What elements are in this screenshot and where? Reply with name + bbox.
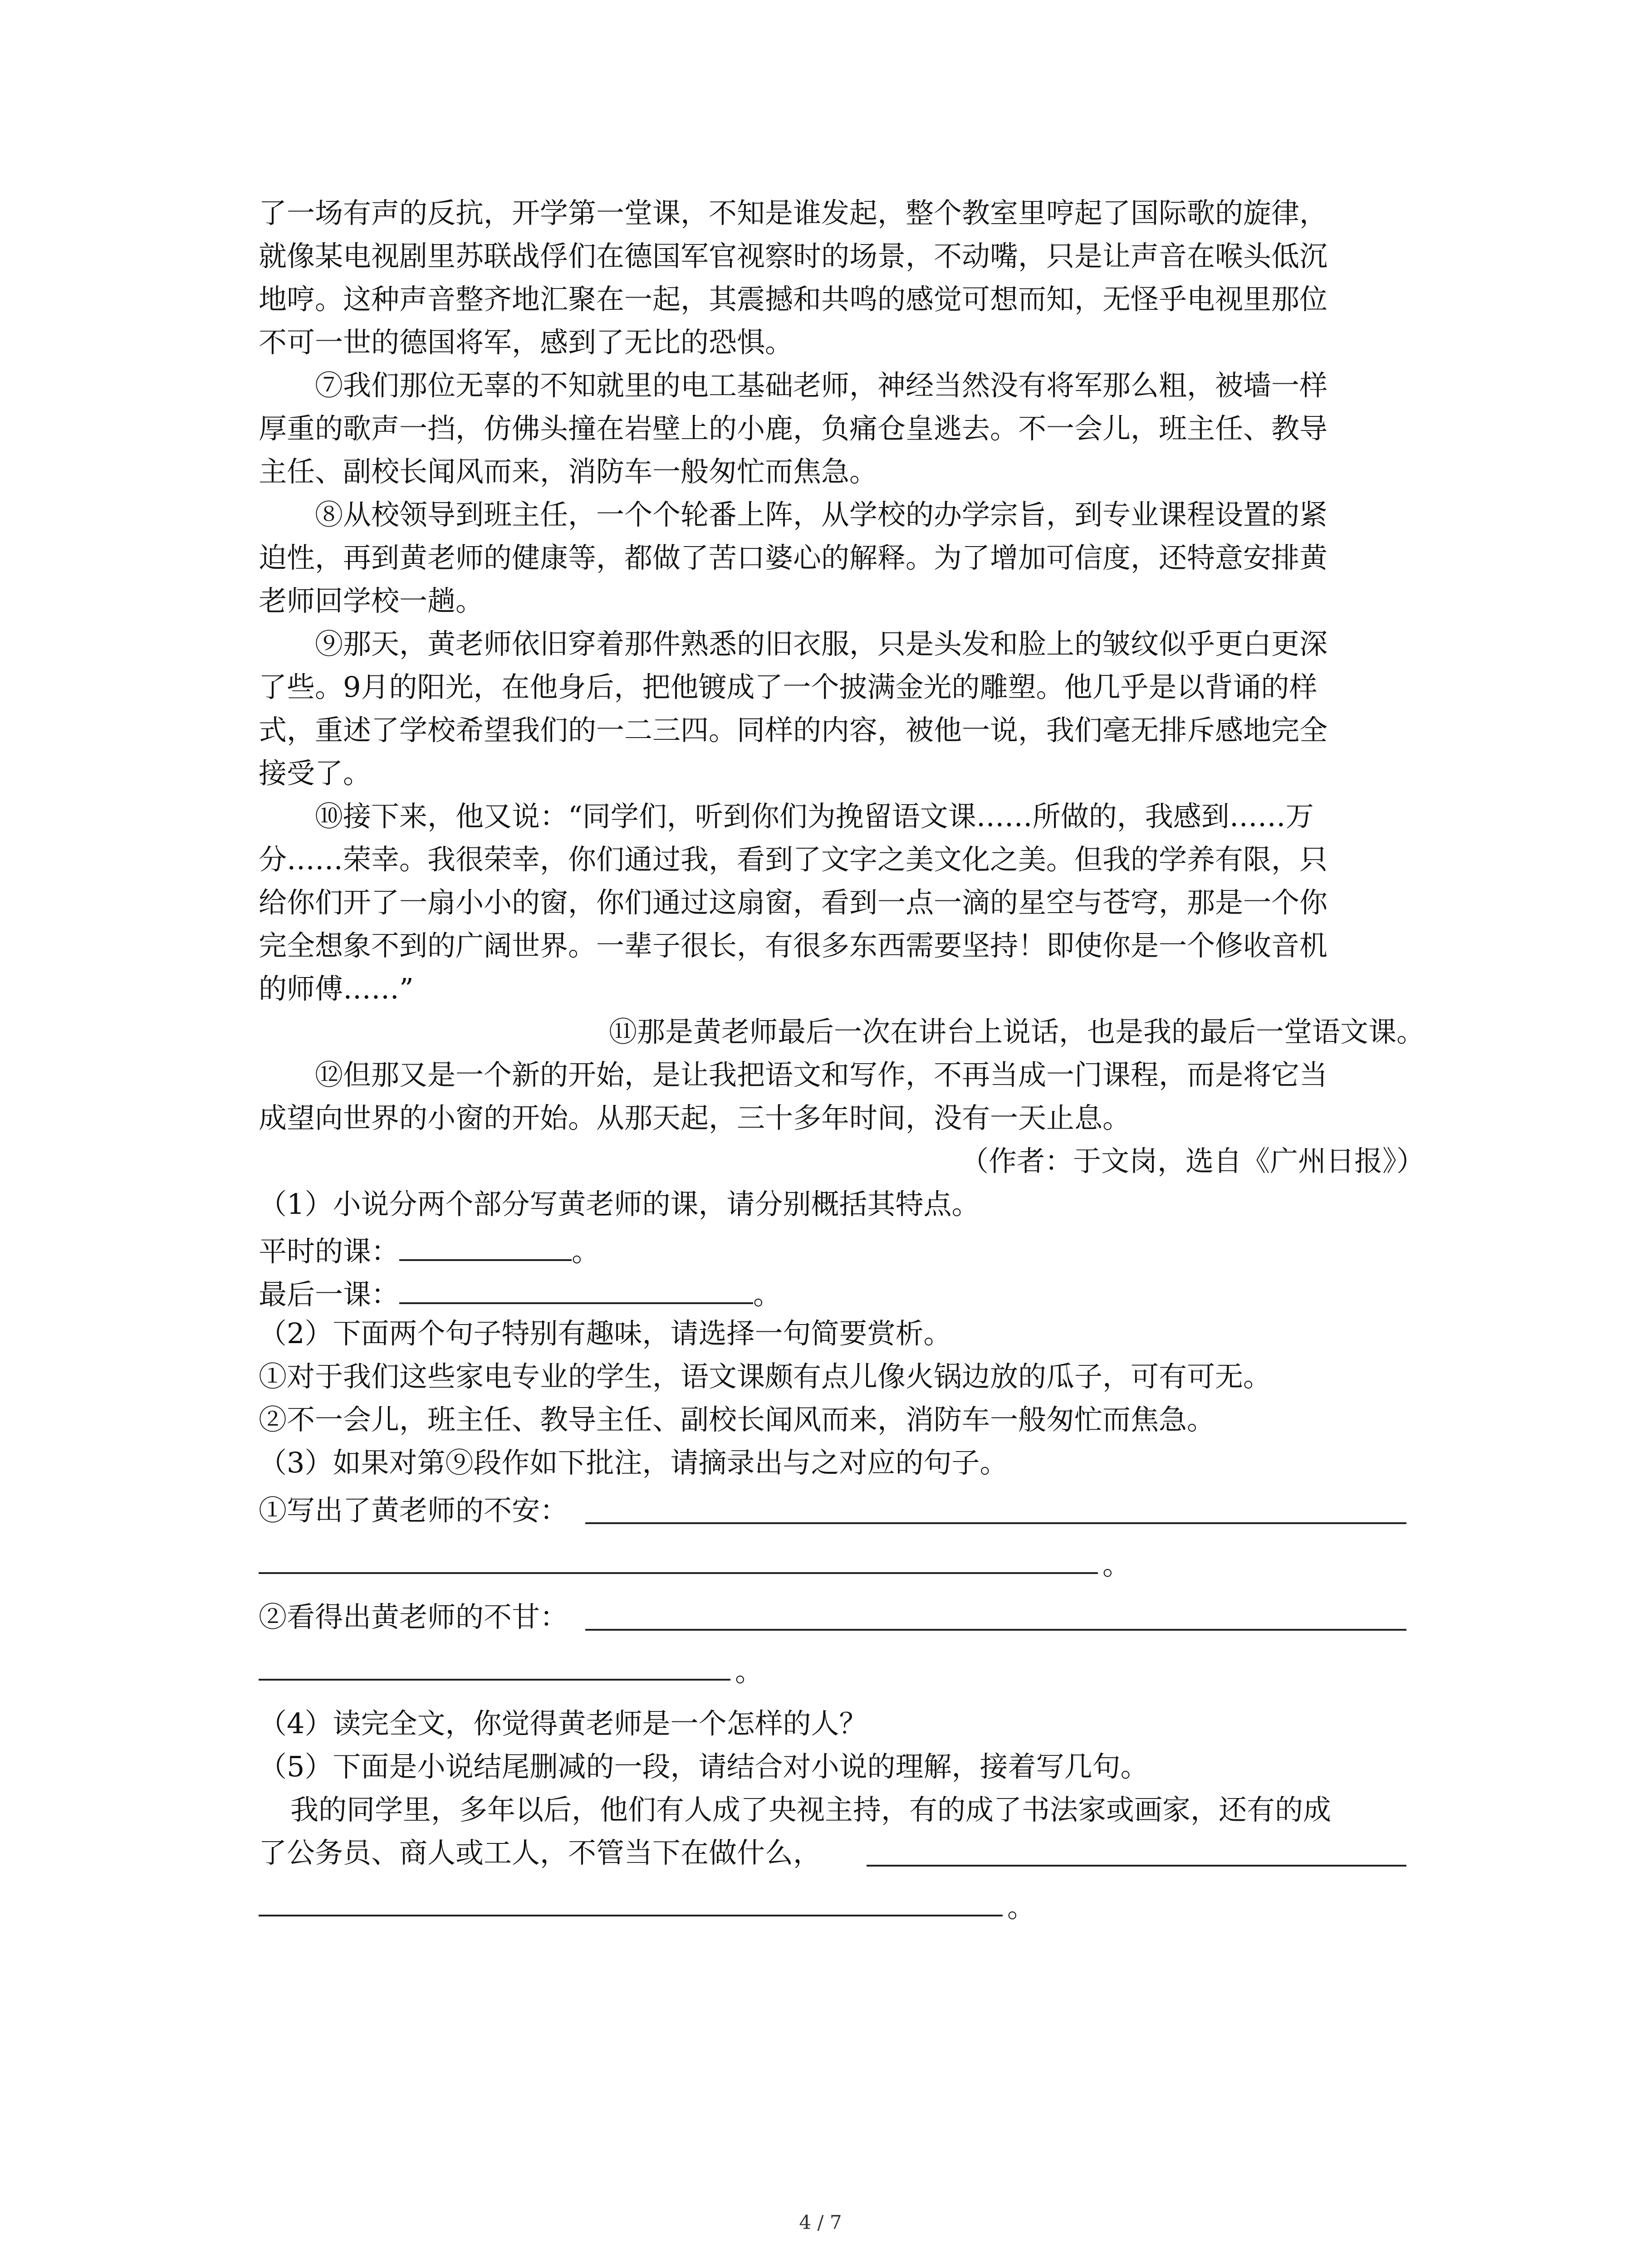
passage-line: 给你们开了一扇小小的窗，你们通过这扇窗，看到一点一滴的星空与苍穹，那是一个你	[259, 886, 1328, 919]
passage-line: 了些。9月的阳光，在他身后，把他镀成了一个披满金光的雕塑。他几乎是以背诵的样	[259, 670, 1318, 704]
passage-line: ⑪那是黄老师最后一次在讲台上说话，也是我的最后一堂语文课。	[608, 1015, 1425, 1048]
question-1-part-a	[259, 1229, 600, 1270]
period-mark: 。	[1007, 1891, 1036, 1924]
question-3-part-a: ①写出了黄老师的不安：	[259, 1494, 568, 1527]
answer-line[interactable]	[259, 1572, 1098, 1574]
answer-line[interactable]	[259, 1679, 730, 1681]
passage-line: ⑩接下来，他又说：“同学们，听到你们为挽留语文课……所做的，我感到……万	[315, 800, 1314, 833]
question-2-sentence-1: ①对于我们这些家电专业的学生，语文课颇有点儿像火锅边放的瓜子，可有可无。	[259, 1360, 1272, 1393]
period-mark: 。	[753, 1278, 782, 1311]
passage-line: ⑨那天，黄老师依旧穿着那件熟悉的旧衣服，只是头发和脸上的皱纹似乎更白更深	[315, 627, 1328, 660]
question-3: （3）如果对第⑨段作如下批注，请摘录出与之对应的句子。	[259, 1446, 1008, 1479]
answer-line[interactable]	[867, 1865, 1406, 1867]
passage-line: ⑧从校领导到班主任，一个个轮番上阵，从学校的办学宗旨，到专业课程设置的紧	[315, 498, 1328, 531]
question-1: （1）小说分两个部分写黄老师的课，请分别概括其特点。	[259, 1188, 980, 1221]
answer-blank[interactable]	[399, 1229, 572, 1261]
passage-line: 的师傅……”	[259, 972, 414, 1005]
question-3-part-b: ②看得出黄老师的不甘：	[259, 1600, 568, 1633]
question-5: （5）下面是小说结尾删减的一段，请结合对小说的理解，接着写几句。	[259, 1750, 1149, 1783]
passage-line: 迫性，再到黄老师的健康等，都做了苦口婆心的解释。为了增加可信度，还特意安排黄	[259, 541, 1328, 574]
page-number: 4 / 7	[799, 2211, 842, 2234]
answer-line[interactable]	[585, 1629, 1406, 1631]
passage-line: ⑫但那又是一个新的开始，是让我把语文和写作，不再当成一门课程，而是将它当	[315, 1058, 1328, 1091]
passage-line: 老师回学校一趟。	[259, 584, 484, 617]
passage-line: 厚重的歌声一挡，仿佛头撞在岩壁上的小鹿，负痛仓皇逃去。不一会儿，班主任、教导	[259, 412, 1328, 445]
passage-line: 不可一世的德国将军，感到了无比的恐惧。	[259, 326, 794, 359]
question-2-sentence-2: ②不一会儿，班主任、教导主任、副校长闻风而来，消防车一般匆忙而焦急。	[259, 1403, 1215, 1436]
period-mark: 。	[572, 1235, 600, 1268]
passage-line: 主任、副校长闻风而来，消防车一般匆忙而焦急。	[259, 455, 878, 488]
answer-label: 平时的课：	[259, 1235, 400, 1268]
question-5-line: 我的同学里，多年以后，他们有人成了央视主持，有的成了书法家或画家，还有的成	[290, 1793, 1332, 1826]
answer-label: 最后一课：	[259, 1278, 400, 1311]
passage-line: 就像某电视剧里苏联战俘们在德国军官视察时的场景，不动嘴，只是让声音在喉头低沉	[259, 240, 1328, 273]
passage-line: 分……荣幸。我很荣幸，你们通过我，看到了文字之美文化之美。但我的学养有限，只	[259, 843, 1328, 876]
question-1-part-b	[259, 1272, 781, 1313]
passage-line: ⑦我们那位无辜的不知就里的电工基础老师，神经当然没有将军那么粗，被墙一样	[315, 369, 1328, 402]
answer-line[interactable]	[259, 1915, 1003, 1916]
passage-line: 成望向世界的小窗的开始。从那天起，三十多年时间，没有一天止息。	[259, 1101, 1131, 1134]
passage-line: 了一场有声的反抗，开学第一堂课，不知是谁发起，整个教室里哼起了国际歌的旋律，	[259, 196, 1328, 230]
passage-line: 式，重述了学校希望我们的一二三四。同样的内容，被他一说，我们毫无排斥感地完全	[259, 714, 1328, 747]
source-attribution: （作者：于文岗，选自《广州日报》）	[960, 1144, 1425, 1178]
answer-blank[interactable]	[399, 1272, 753, 1304]
question-2: （2）下面两个句子特别有趣味，请选择一句简要赏析。	[259, 1317, 952, 1350]
answer-line[interactable]	[585, 1522, 1406, 1524]
question-5-line: 了公务员、商人或工人，不管当下在做什么，	[259, 1836, 822, 1869]
period-mark: 。	[735, 1655, 764, 1688]
passage-line: 完全想象不到的广阔世界。一辈子很长，有很多东西需要坚持！即使你是一个修收音机	[259, 929, 1328, 962]
passage-line: 接受了。	[259, 757, 372, 790]
question-4: （4）读完全文，你觉得黄老师是一个怎样的人？	[259, 1707, 867, 1740]
period-mark: 。	[1102, 1548, 1131, 1581]
passage-line: 地哼。这种声音整齐地汇聚在一起，其震撼和共鸣的感觉可想而知，无怪乎电视里那位	[259, 283, 1328, 316]
